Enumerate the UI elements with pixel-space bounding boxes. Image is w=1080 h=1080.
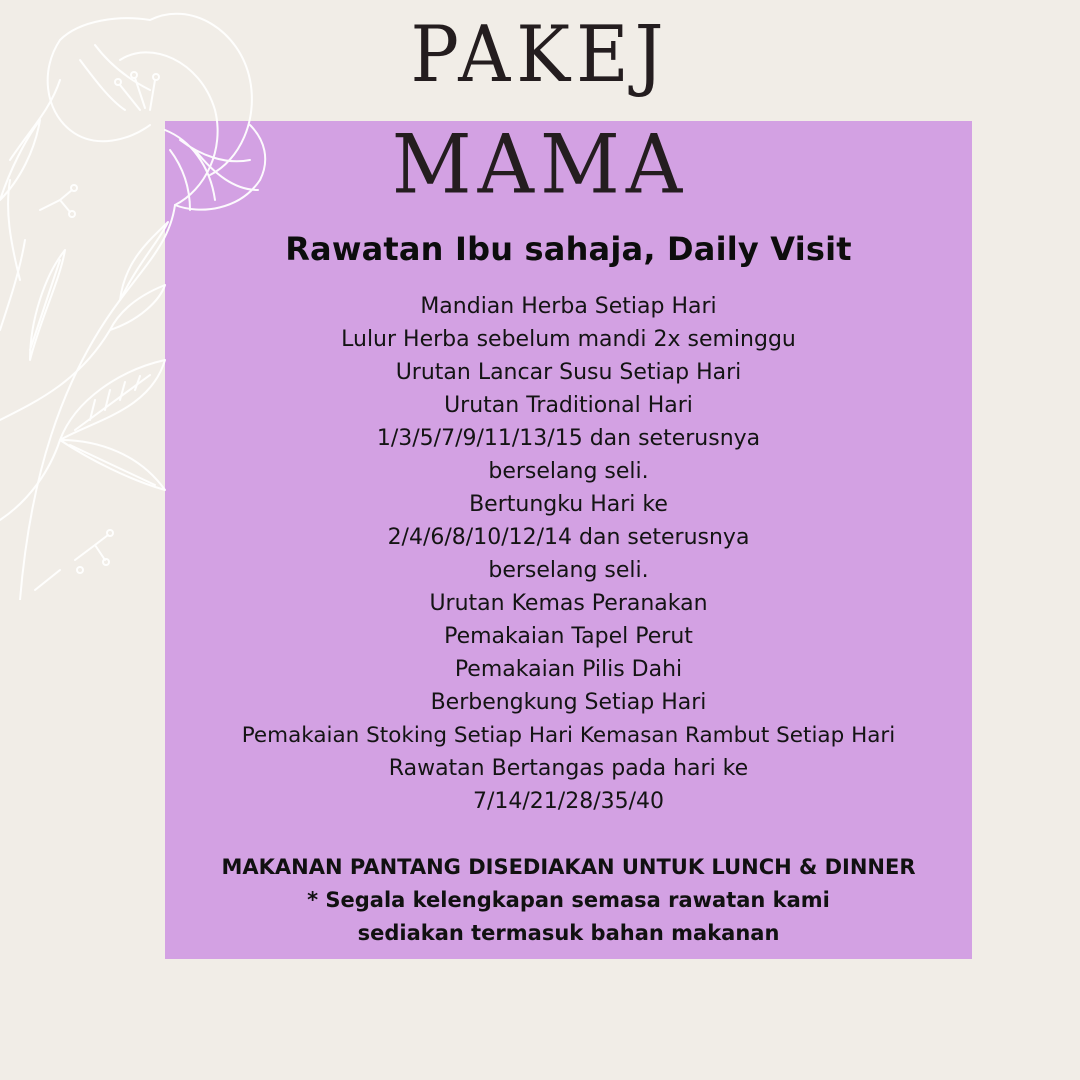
list-item: berselang seli. — [488, 459, 649, 484]
footer-notes — [0, 851, 1080, 950]
list-item: Bertungku Hari ke — [469, 492, 668, 517]
list-item: Pemakaian Stoking Setiap Hari Kemasan Rambut Setiap Hari — [241, 723, 896, 748]
list-item: Pemakaian Pilis Dahi — [454, 657, 683, 682]
list-item: Urutan Traditional Hari — [444, 393, 693, 418]
list-item: Rawatan Bertangas pada hari ke — [388, 756, 749, 781]
package-subtitle: Rawatan Ibu sahaja, Daily Visit — [285, 230, 852, 268]
treatment-list — [0, 290, 1080, 818]
list-item: berselang seli. — [488, 558, 649, 583]
list-item: Pemakaian Tapel Perut — [444, 624, 693, 649]
footer-note-line: * Segala kelengkapan semasa rawatan kami — [307, 888, 830, 912]
list-item: 7/14/21/28/35/40 — [472, 789, 665, 814]
list-item: Berbengkung Setiap Hari — [430, 690, 707, 715]
footer-food-note: MAKANAN PANTANG DISEDIAKAN UNTUK LUNCH & DINNER — [221, 855, 916, 879]
list-item: 1/3/5/7/9/11/13/15 dan seterusnya — [376, 426, 761, 451]
list-item: 2/4/6/8/10/12/14 dan seterusnya — [387, 525, 750, 550]
footer-note-line: sediakan termasuk bahan makanan — [357, 921, 780, 945]
list-item: Mandian Herba Setiap Hari — [420, 294, 717, 319]
list-item: Urutan Kemas Peranakan — [429, 591, 708, 616]
list-item: Urutan Lancar Susu Setiap Hari — [395, 360, 742, 385]
title-mama: MAMA — [391, 117, 689, 213]
title-pakej: PAKEJ — [410, 8, 670, 100]
list-item: Lulur Herba sebelum mandi 2x seminggu — [341, 327, 796, 352]
